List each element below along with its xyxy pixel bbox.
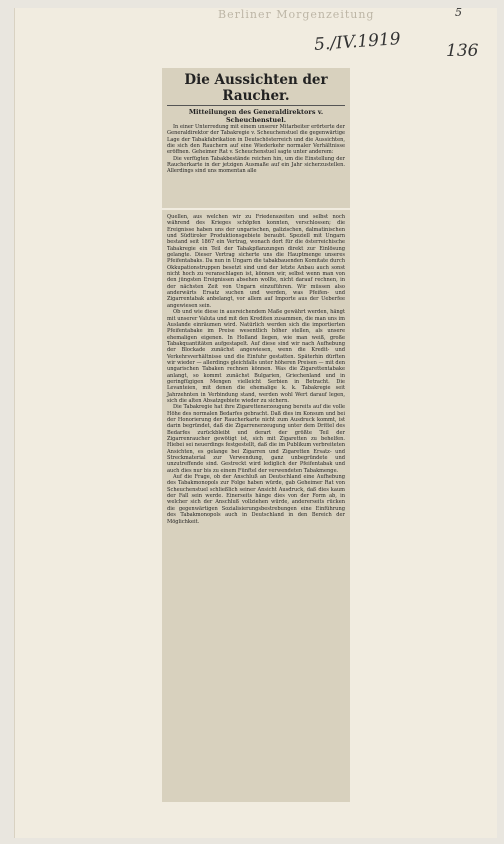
clipping-top xyxy=(162,68,350,208)
handwritten-date: 5./IV.1919 xyxy=(313,29,402,55)
corner-mark: 5 xyxy=(455,6,462,19)
paragraph: In einer Unterredung mit einem unserer Mitarbeiter erörterte der Generaldirektor der Tabakregie v. Scheuchenstuel die gegenwärtige Lage der Tabakfabrikation in Deutschösterreich und die Aussichten, die sich den Rauchern auf eine Wiederkehr normaler Verhältnisse eröffnen. Geheimer Rat v. Scheuchenstuel sagte unter anderem: xyxy=(167,124,345,156)
newspaper-masthead-ghost: Berliner Morgenzeitung xyxy=(218,8,375,21)
article-title: Die Aussichten der Raucher. xyxy=(167,72,345,106)
article-subtitle: Mitteilungen des Generaldirektors v. Scheuchenstuel. xyxy=(188,108,324,124)
paragraph: Quellen, aus welchen wir zu Friedenszeiten und selbst noch während des Krieges schöpfen konnten, verschlossen; die Ereignisse haben uns der ungarischen, galizischen, dalmatinischen und Südtiroler Produktionsgebiete beraubt. Speziell mit Ungarn bestand seit 1867 ein Vertrag, wonach dort für die österreichische Tabakregie ein Teil der Tabakpflanzungen direkt zur Einlösung gelangte. Dieser Vertrag sicherte uns die Hauptmenge unseres Pfeifentabaks. Da nun in Ungarn die tabakbauenden Komitate durch Okkupationstruppen besetzt sind und der letzte Anbau auch sonst nicht hoch zu veranschlagen ist, können wir, selbst wenn man von den jüngsten Ereignissen absehen wollte, nicht darauf rechnen, in der nächsten Zeit von Ungarn einzuführen. Wir müssen also anderwärts Ersatz suchen und werden, was Pfeifen- und Zigarrentabak anbelangt, vor allem auf Importe aus der Ueberfee angewiesen sein. xyxy=(167,214,345,309)
article-body-bottom xyxy=(167,214,345,525)
paragraph: Ob und wie diese in ausreichendem Maße gewährt werden, hängt mit unserer Valuta und mit den Krediten zusammen, die man uns im Auslande einräumen wird. Natürlich werden sich die importierten Pfeifentabake im Preise wesentlich höher stellen, als unsere ehemaligen eigenen. In Holland liegen, wie man weiß, große Tabakquantitäten aufgestapelt. Auf diese sind wir nach Aufhebung der Blockade zunächst angewiesen, wenn die Kredit- und Verkehrsverhältnisse und die Einfuhr gestatten. Späterhin dürften wir wieder — allerdings gleichfalls unter höheren Preisen — mit den ungarischen Tabaken rechnen können. Was die Zigarettentabake anlangt, so kommt zunächst Bulgarien, Griechenland und in geringfügigen Mengen vielleicht Serbien in Betracht. Die Levanteien, mit denen die ehemalige k. k. Tabakregie seit Jahrzehnten in Verbindung stand, werden wohl Wert darauf legen, sich die alten Absatzgebiete wieder zu sichern. xyxy=(167,309,345,404)
clipping-bottom xyxy=(162,210,350,802)
paragraph: Die verfügten Tabakbestände reichen hin, um die Einstellung der Raucherkarte in der jetzigen Ausmaße auf ein Jahr sicherzustellen. Allerdings sind uns momentan alle xyxy=(167,155,345,175)
handwritten-page-number: 136 xyxy=(446,41,479,61)
article-body-top xyxy=(167,124,345,175)
paragraph: Auf die Frage, ob der Anschluß an Deutschland eine Aufhebung des Tabakmonopols zur Folge haben würde, gab Geheimer Rat von Scheuchenstuel schließlich seiner Ansicht Ausdruck, daß dies kaum der Fall sein werde. Einerseits hänge dies von der Form ab, in welcher sich der Anschluß vollziehen würde, andererseits rücken die gegenwärtigen Sozialisierungsbestrebungen eine Einführung des Tabakmonopols auch in Deutschland in den Bereich der Möglichkeit. xyxy=(167,474,345,525)
paragraph: Die Tabakregie hat ihre Zigarettenerzeugung bereits auf die volle Höhe des normalen Bedarfes gebracht. Daß dies im Konsum und bei der Honorierung der Raucherkarte nicht zum Ausdruck kommt, ist darin begründet, daß die Zigarrenerzeugung unter dem Drittel des Bedarfes zurückbleibt und derart der größte Teil der Zigarrenraucher gewötigt ist, sich mit Zigaretten zu behelfen. Hiebei sei neuerdings festgestellt, daß die im Publikum verbreiteten Ansichten, es gelange bei Zigarren und Zigaretten Ersatz- und Streckmaterial zur Verwendung, ganz unbegründete und unzutreffende sind. Gestreckt wird lediglich der Pfeifentabak und auch dies nur bis zu einem Fünftel der verwendeten Tabakmenge. xyxy=(167,404,345,474)
